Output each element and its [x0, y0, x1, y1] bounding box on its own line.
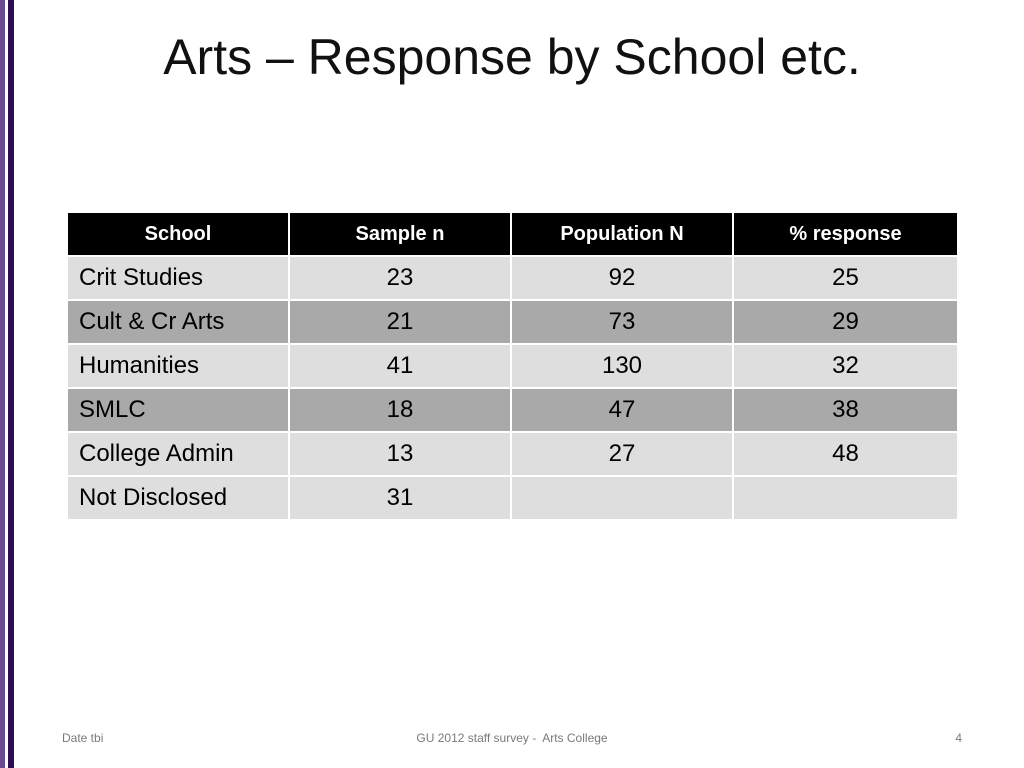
cell-population-n: 73	[512, 299, 734, 343]
cell-population-n: 92	[512, 255, 734, 299]
cell-school: Crit Studies	[68, 255, 290, 299]
cell-school: College Admin	[68, 431, 290, 475]
cell-population-n: 27	[512, 431, 734, 475]
footer-date: Date tbi	[62, 731, 104, 745]
table-header-row	[68, 213, 957, 255]
header-school: School	[68, 213, 290, 255]
table-row	[68, 387, 957, 431]
table-row	[68, 431, 957, 475]
footer-caption: GU 2012 staff survey - Arts College	[416, 731, 608, 745]
header-sample-n: Sample n	[290, 213, 512, 255]
cell-population-n: 47	[512, 387, 734, 431]
cell-school: SMLC	[68, 387, 290, 431]
cell-sample-n: 13	[290, 431, 512, 475]
cell-population-n	[512, 475, 734, 519]
cell-percent-response: 29	[734, 299, 957, 343]
cell-percent-response: 38	[734, 387, 957, 431]
cell-population-n: 130	[512, 343, 734, 387]
left-accent-bar	[8, 0, 14, 768]
cell-percent-response	[734, 475, 957, 519]
cell-percent-response: 32	[734, 343, 957, 387]
cell-school: Humanities	[68, 343, 290, 387]
cell-percent-response: 25	[734, 255, 957, 299]
header-percent-response: % response	[734, 213, 957, 255]
cell-school: Not Disclosed	[68, 475, 290, 519]
response-table	[68, 213, 957, 519]
cell-sample-n: 21	[290, 299, 512, 343]
page-number: 4	[955, 731, 962, 745]
cell-school: Cult & Cr Arts	[68, 299, 290, 343]
table-row	[68, 299, 957, 343]
table-row	[68, 475, 957, 519]
cell-sample-n: 23	[290, 255, 512, 299]
cell-percent-response: 48	[734, 431, 957, 475]
cell-sample-n: 31	[290, 475, 512, 519]
slide-title: Arts – Response by School etc.	[163, 29, 861, 85]
table-row	[68, 343, 957, 387]
cell-sample-n: 41	[290, 343, 512, 387]
header-population-n: Population N	[512, 213, 734, 255]
table-row	[68, 255, 957, 299]
cell-sample-n: 18	[290, 387, 512, 431]
